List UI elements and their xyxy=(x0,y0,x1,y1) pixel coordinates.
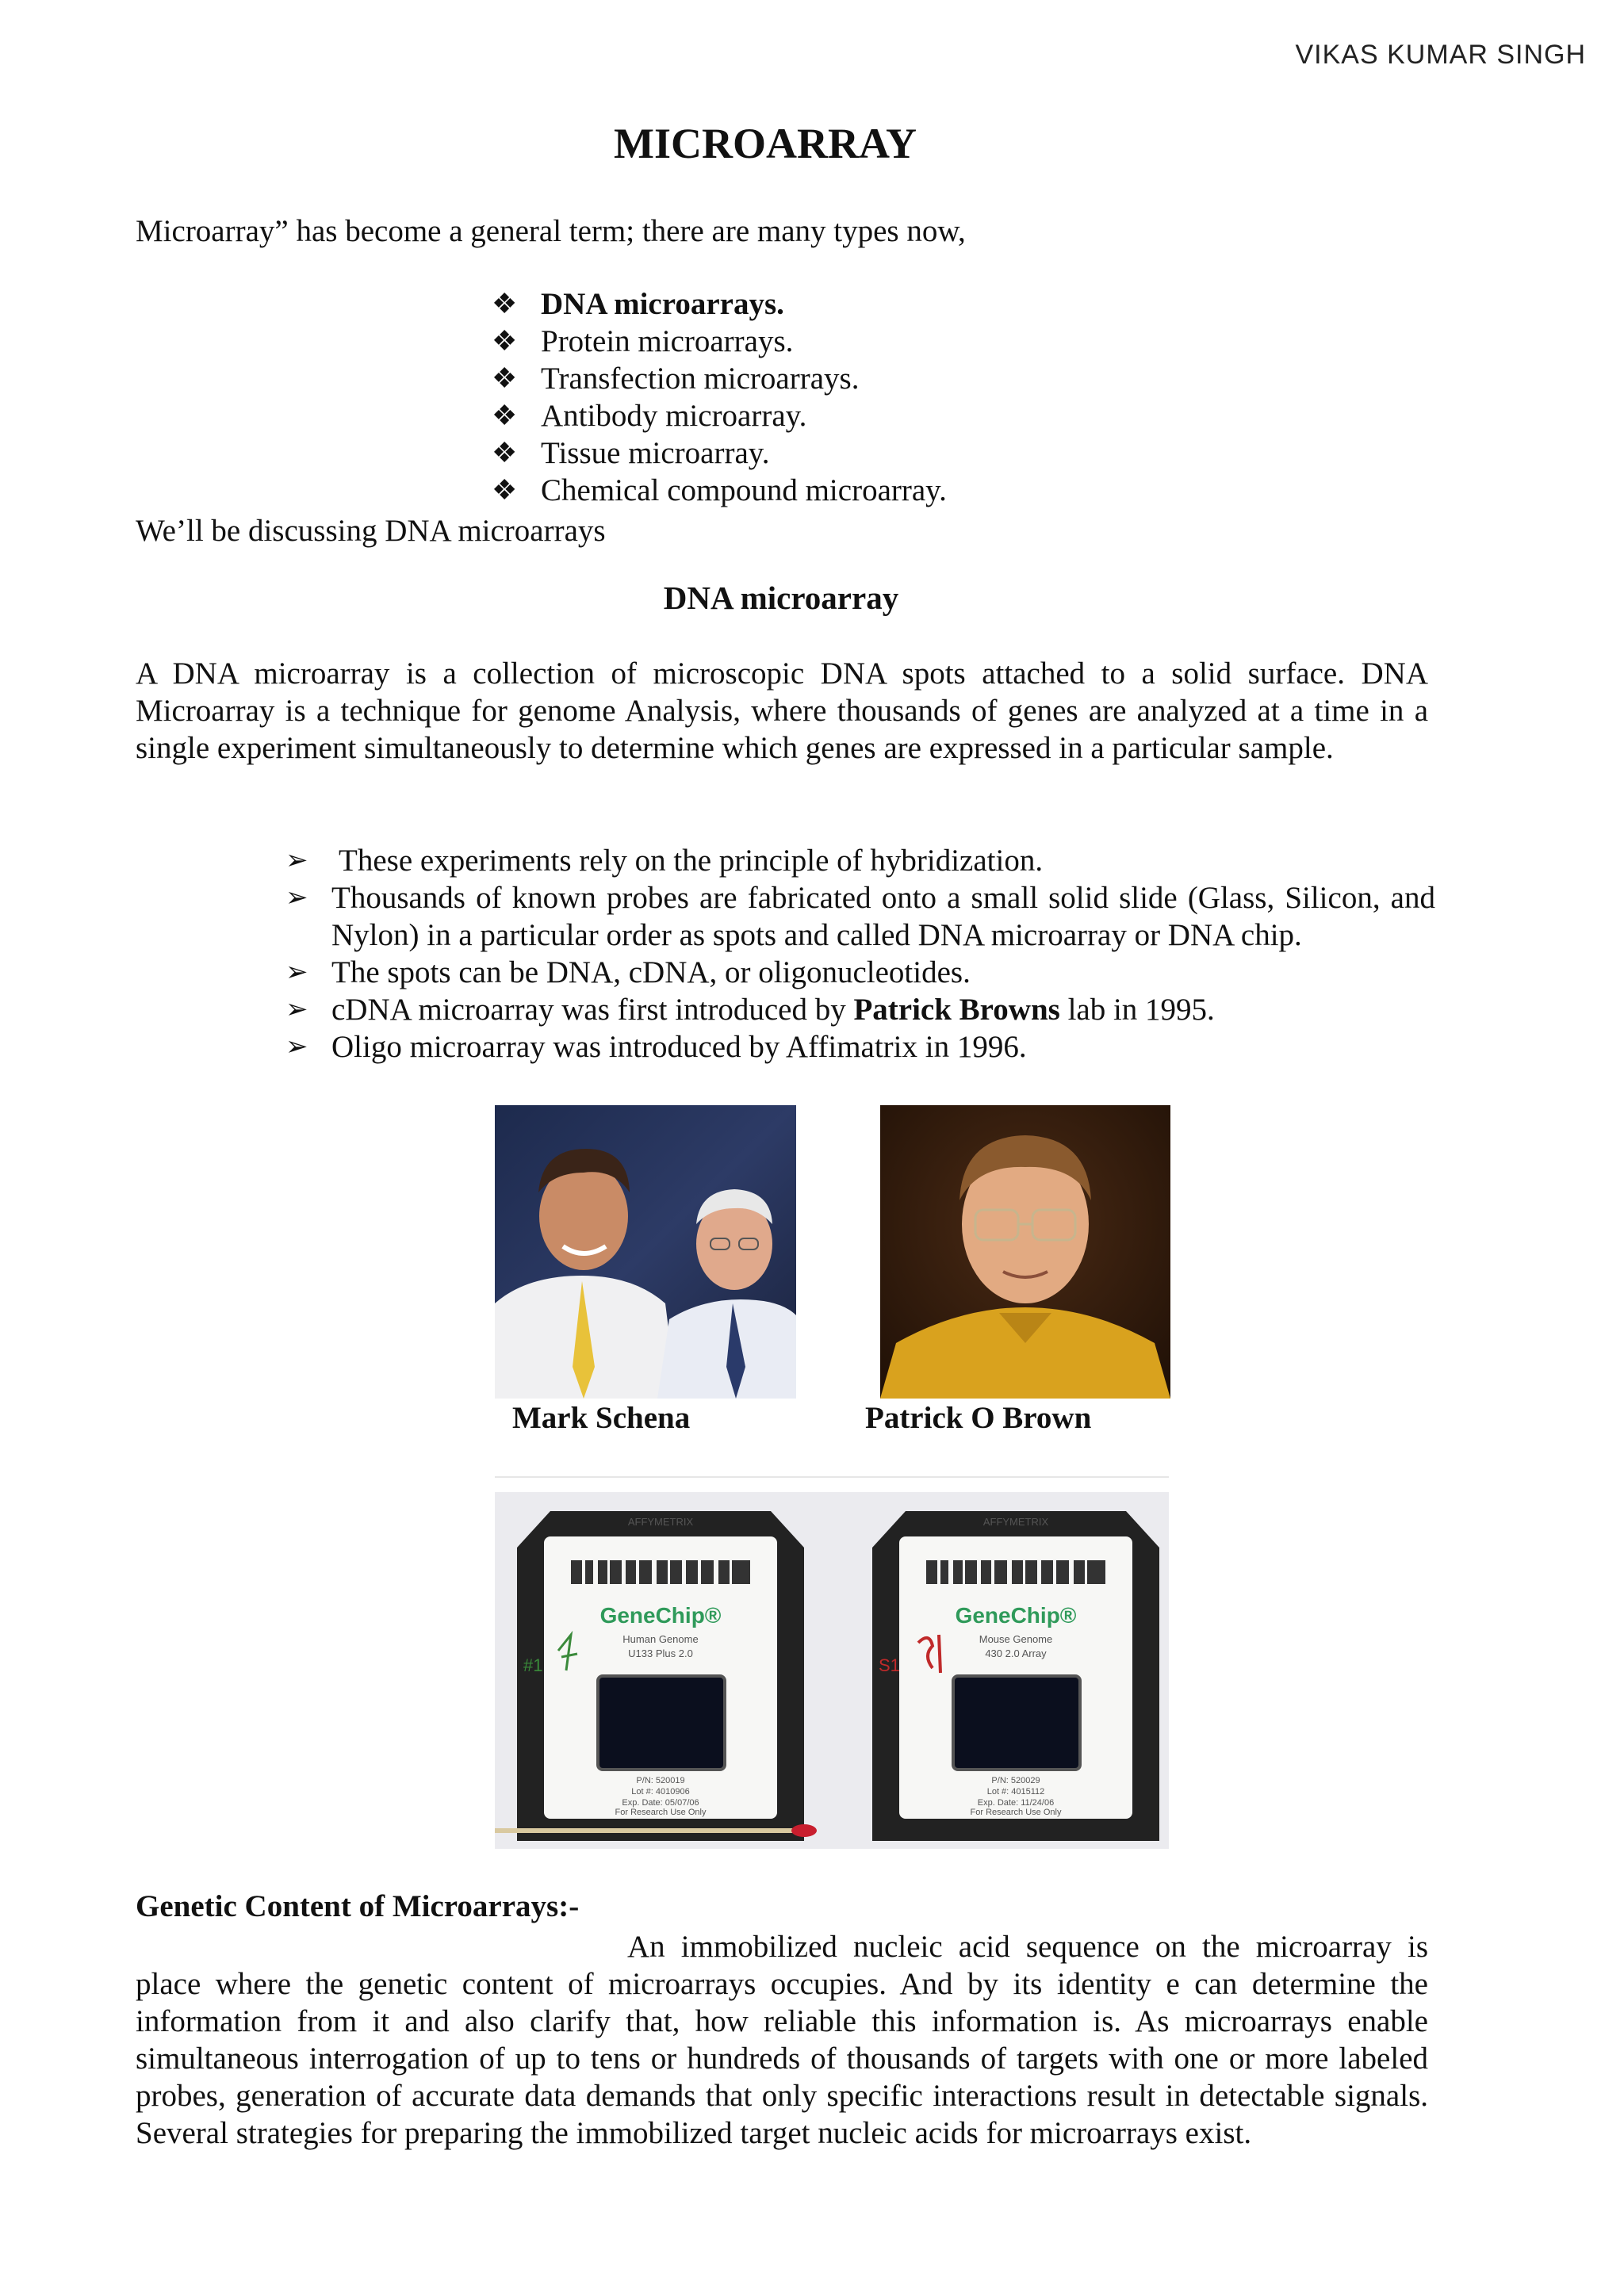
genechip-photo xyxy=(495,1492,1169,1849)
list-item xyxy=(492,285,947,323)
photo-mark-schena xyxy=(495,1105,796,1399)
chip-use: For Research Use Only xyxy=(615,1808,707,1817)
chip-brand: AFFYMETRIX xyxy=(982,1516,1049,1528)
chip-desc1: Human Genome xyxy=(622,1633,699,1645)
chip-brand: AFFYMETRIX xyxy=(627,1516,694,1528)
fact-text: Thousands of known probes are fabricated onto a small solid slide (Glass, Silicon, and Nylon) in a particular order as spots and called DNA microarray or DNA chip. xyxy=(331,881,1435,952)
divider xyxy=(495,1476,1169,1478)
arrow-bullet-icon: ➢ xyxy=(285,995,308,1024)
list-item-label: Tissue microarray. xyxy=(541,436,770,470)
diamond-bullet-icon: ❖ xyxy=(492,362,518,394)
chip-lot: Lot #: 4015112 xyxy=(986,1787,1045,1797)
list-item xyxy=(285,879,1435,954)
arrow-bullet-icon: ➢ xyxy=(285,846,308,875)
list-item xyxy=(492,360,947,397)
chip-product: GeneChip® xyxy=(955,1603,1077,1628)
genetic-content-paragraph xyxy=(136,1928,1428,2152)
chip-pn: P/N: 520029 xyxy=(991,1776,1040,1785)
list-item xyxy=(285,842,1435,879)
arrow-bullet-icon: ➢ xyxy=(285,958,308,987)
diamond-bullet-icon: ❖ xyxy=(492,400,518,431)
section-heading-dna: DNA microarray xyxy=(663,580,899,616)
microarray-types-list xyxy=(492,285,947,509)
list-item xyxy=(492,434,947,472)
fact-text-pre: cDNA microarray was first introduced by xyxy=(331,993,854,1027)
fact-text: Oligo microarray was introduced by Affimatrix in 1996. xyxy=(331,1030,1027,1064)
fact-text: The spots can be DNA, cDNA, or oligonucleotides. xyxy=(331,955,971,989)
list-item xyxy=(492,397,947,434)
arrow-bullet-icon: ➢ xyxy=(285,1032,308,1062)
patrick-brown-photo-image xyxy=(880,1105,1170,1399)
chip-handwritten-mark: #1 xyxy=(523,1655,543,1675)
fact-text: These experiments rely on the principle of hybridization. xyxy=(331,844,1044,878)
caption-mark-schena: Mark Schena xyxy=(512,1401,691,1435)
two-men-photo-image xyxy=(495,1105,796,1399)
chip-desc1: Mouse Genome xyxy=(979,1633,1053,1645)
diamond-bullet-icon: ❖ xyxy=(492,288,518,320)
fact-text-post: lab in 1995. xyxy=(1059,993,1215,1027)
chip-desc2: U133 Plus 2.0 xyxy=(628,1647,693,1659)
chip-handwritten-mark: S1 xyxy=(879,1655,900,1675)
list-item-label: DNA microarrays. xyxy=(541,287,784,321)
chip-desc2: 430 2.0 Array xyxy=(985,1647,1047,1659)
photo-patrick-brown xyxy=(880,1105,1170,1399)
list-item xyxy=(492,472,947,509)
caption-patrick-brown: Patrick O Brown xyxy=(865,1401,1092,1435)
facts-list xyxy=(285,842,1435,1066)
list-item-label: Antibody microarray. xyxy=(541,399,807,433)
fact-text-bold: Patrick Browns xyxy=(853,993,1060,1027)
list-item xyxy=(285,954,1435,991)
chip-exp: Exp. Date: 11/24/06 xyxy=(977,1798,1055,1808)
list-item xyxy=(285,991,1435,1028)
chip-pn: P/N: 520019 xyxy=(636,1776,685,1785)
discussing-note: We’ll be discussing DNA microarrays xyxy=(136,514,606,548)
arrow-bullet-icon: ➢ xyxy=(285,883,308,913)
list-item-label: Transfection microarrays. xyxy=(541,362,860,396)
diamond-bullet-icon: ❖ xyxy=(492,474,518,506)
chip-lot: Lot #: 4010906 xyxy=(631,1787,690,1797)
list-item-label: Protein microarrays. xyxy=(541,324,794,358)
list-item-label: Chemical compound microarray. xyxy=(541,473,947,507)
chip-exp: Exp. Date: 05/07/06 xyxy=(622,1798,699,1808)
author-header: VIKAS KUMAR SINGH xyxy=(1295,40,1586,70)
diamond-bullet-icon: ❖ xyxy=(492,325,518,357)
chip-product: GeneChip® xyxy=(599,1603,722,1628)
list-item xyxy=(285,1028,1435,1066)
chip-use: For Research Use Only xyxy=(970,1808,1062,1817)
genetic-body-text: An immobilized nucleic acid sequence on the microarray is place where the genetic content of microarrays occupies. And by its identity e can determine the information from it and also clarify that, how reliable this information is. As microarrays enable simultaneous interrogation of up to tens or hundreds of thousands of targets with one or more labeled probes, generation of accurate data demands that only specific interactions result in detectable signals. Several strategies for preparing the immobilized target nucleic acids for microarrays exist. xyxy=(136,1930,1428,2150)
intro-text: Microarray” has become a general term; there are many types now, xyxy=(136,214,966,248)
list-item xyxy=(492,323,947,360)
diamond-bullet-icon: ❖ xyxy=(492,437,518,469)
definition-paragraph: A DNA microarray is a collection of microscopic DNA spots attached to a solid surface. DNA Microarray is a technique for genome Analysis, where thousands of genes are analyzed at a time in a single experiment simultaneously to determine which genes are expressed in a particular sample. xyxy=(136,656,1428,765)
page-title: MICROARRAY xyxy=(613,120,917,167)
section-heading-genetic: Genetic Content of Microarrays:- xyxy=(136,1889,580,1923)
